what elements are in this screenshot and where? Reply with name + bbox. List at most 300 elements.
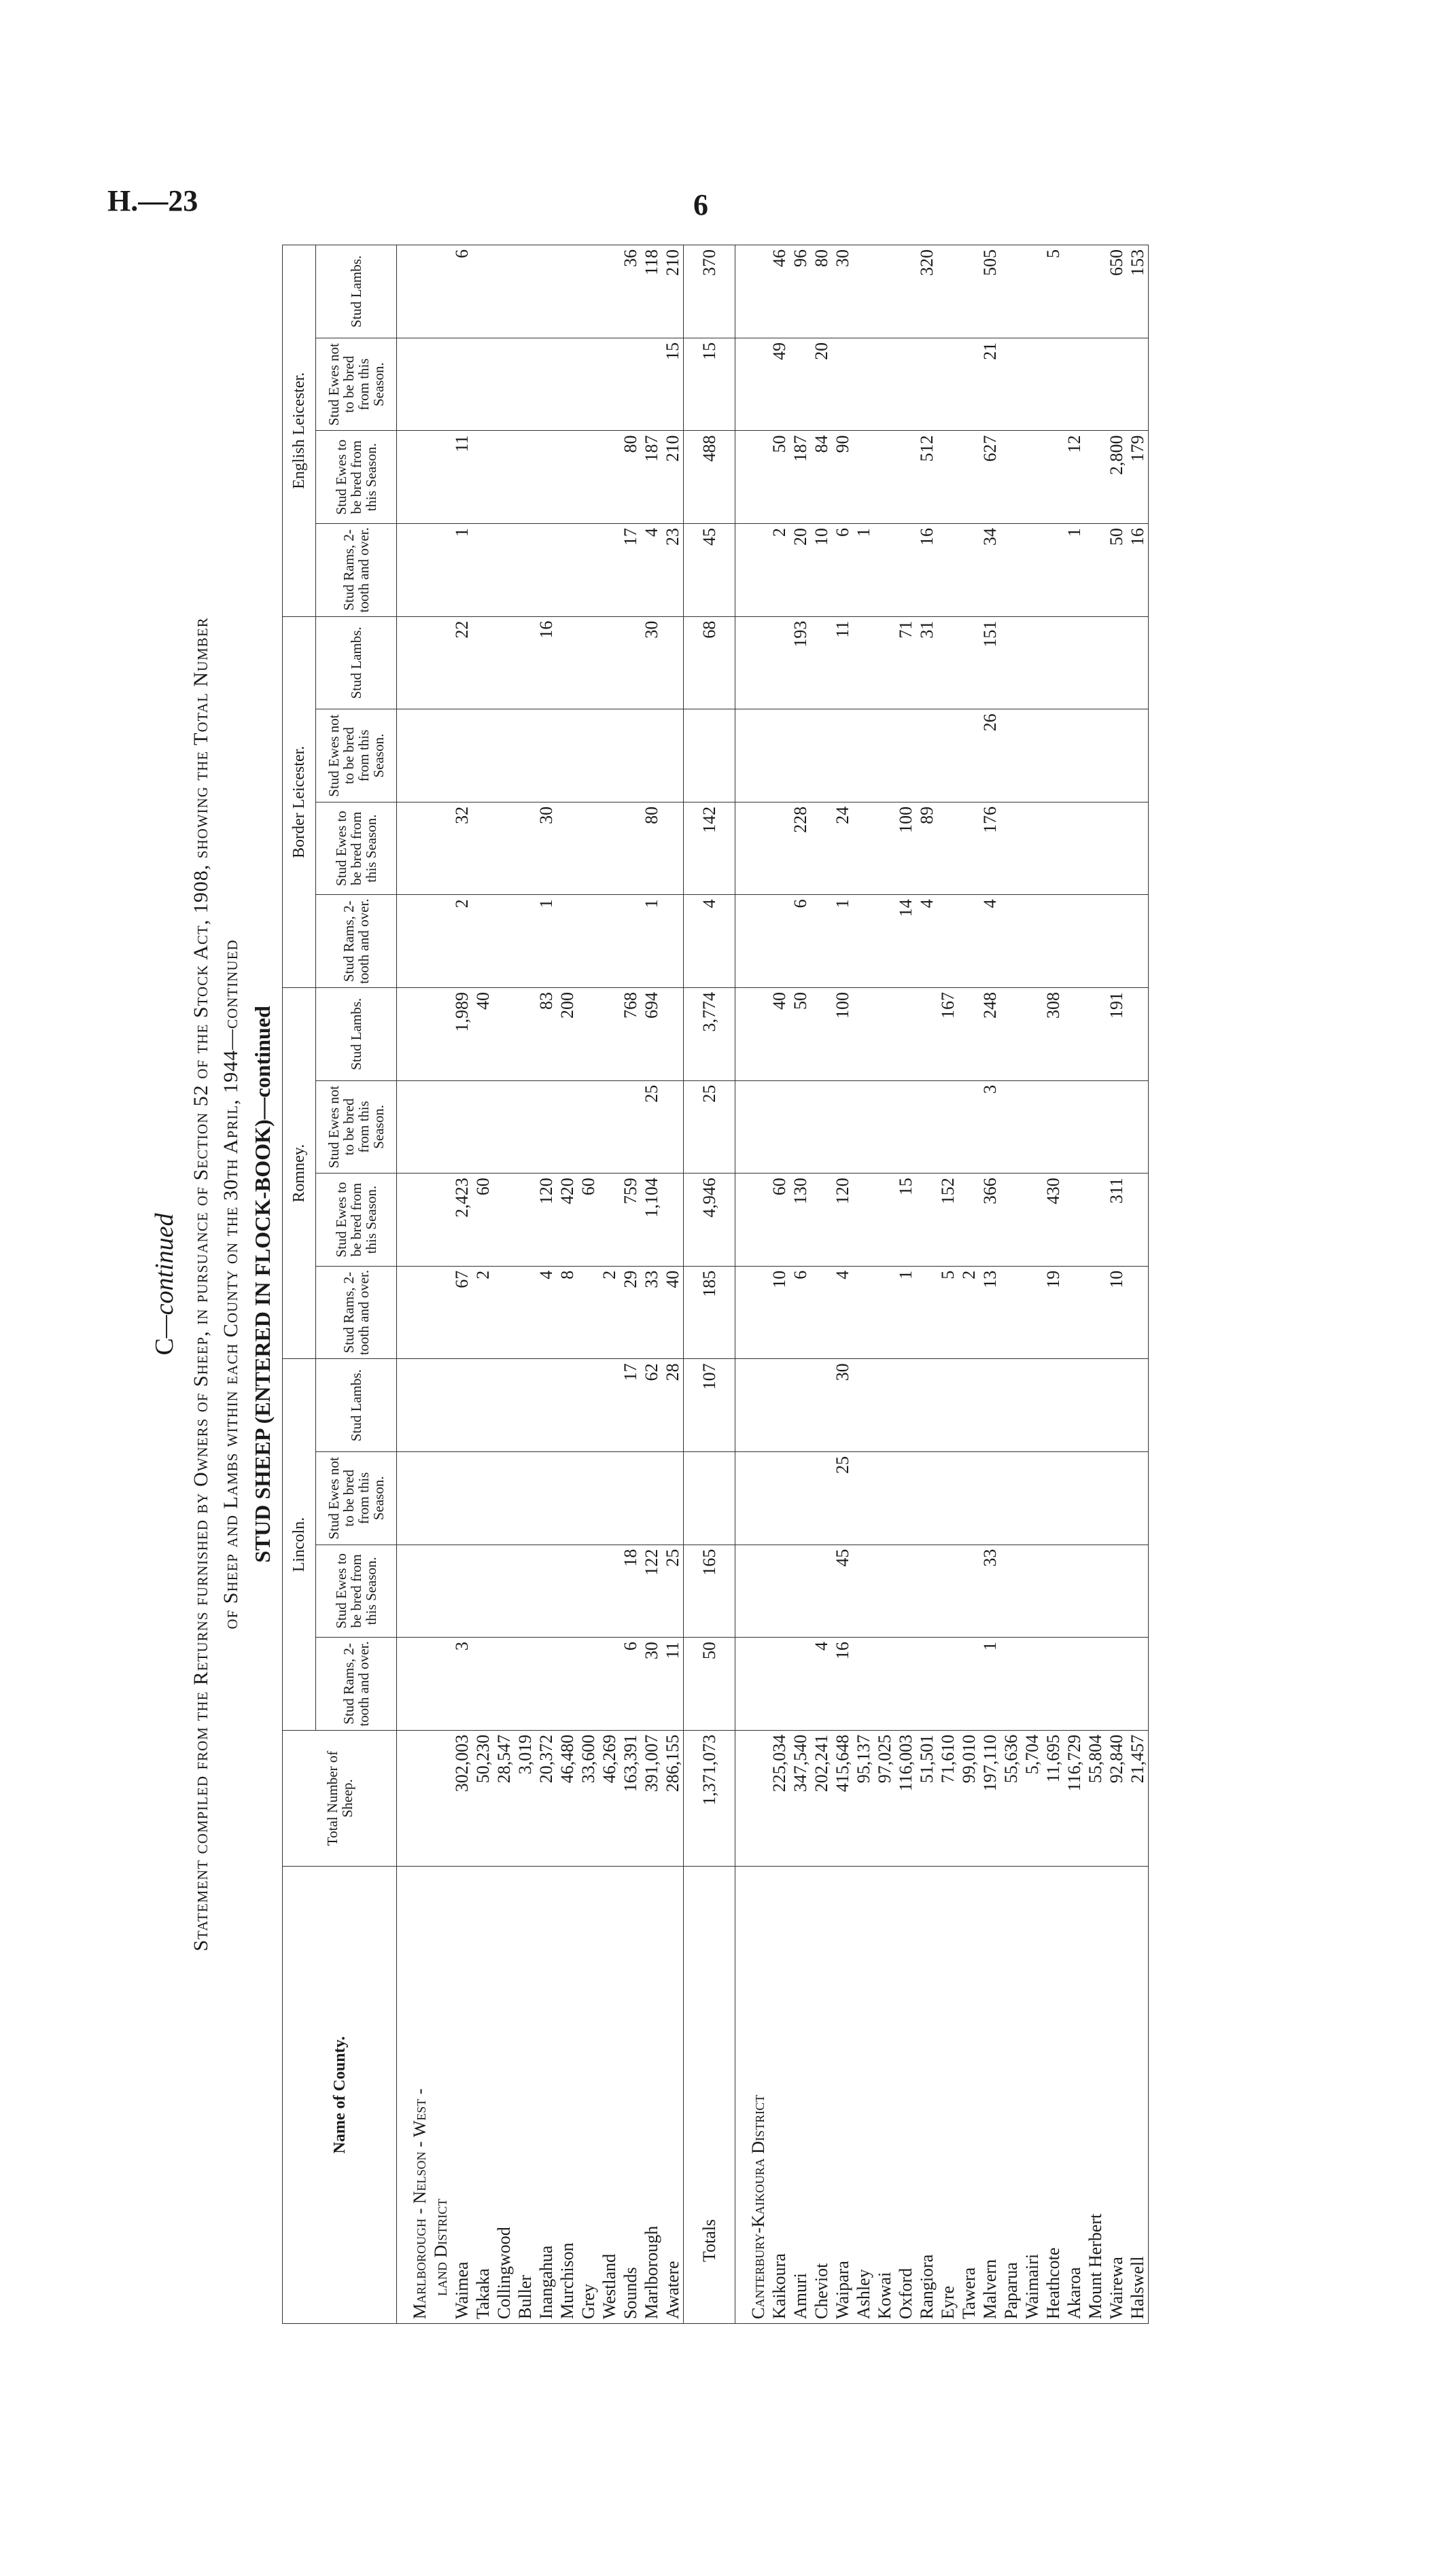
- table-row: [1106, 245, 1127, 2324]
- empty-cell: [735, 988, 769, 1081]
- stud-count-cell: [1022, 1359, 1043, 1452]
- totals-label: Totals: [684, 1867, 735, 2324]
- table-row: [895, 245, 916, 2324]
- stud-count-cell: [472, 338, 493, 431]
- empty-cell: [397, 245, 431, 338]
- stud-count-cell: [620, 1451, 641, 1545]
- stud-count-cell: [578, 1638, 599, 1731]
- total-sheep: 97,025: [874, 1730, 895, 1866]
- county-name: Sounds: [620, 1867, 641, 2324]
- stud-count-cell: [1127, 988, 1149, 1081]
- stud-count-cell: 768: [620, 988, 641, 1081]
- empty-cell: [735, 431, 769, 524]
- stud-count-cell: [874, 431, 895, 524]
- stud-count-cell: [515, 524, 536, 617]
- table-row: [853, 245, 874, 2324]
- stud-count-cell: 11: [662, 1638, 684, 1731]
- stud-count-cell: [853, 338, 874, 431]
- totals-stud-count: 3,774: [684, 988, 735, 1081]
- stud-count-cell: [557, 1545, 578, 1638]
- totals-stud-count: 15: [684, 338, 735, 431]
- stud-count-cell: [1043, 616, 1064, 709]
- stud-count-cell: 5: [937, 1266, 958, 1359]
- stud-count-cell: 16: [832, 1638, 853, 1731]
- stud-count-cell: [641, 1451, 662, 1545]
- stud-count-cell: [916, 1266, 937, 1359]
- stud-count-cell: 6: [790, 1266, 811, 1359]
- stud-count-cell: 80: [811, 245, 832, 338]
- table-row: [493, 245, 515, 2324]
- stud-count-cell: 6: [620, 1638, 641, 1731]
- stud-count-cell: [1127, 1638, 1149, 1731]
- stud-count-cell: [1085, 1359, 1106, 1452]
- subheader-border-3: Stud Lambs.: [316, 616, 397, 709]
- stud-count-cell: 179: [1127, 431, 1149, 524]
- totals-stud-count: 25: [684, 1080, 735, 1174]
- totals-total-sheep: 1,371,073: [684, 1730, 735, 1866]
- stud-count-cell: 21: [979, 338, 1000, 431]
- stud-count-cell: 34: [979, 524, 1000, 617]
- stud-count-cell: 19: [1043, 1266, 1064, 1359]
- stud-count-cell: 5: [1043, 245, 1064, 338]
- stud-count-cell: [874, 1359, 895, 1452]
- empty-cell: [430, 709, 451, 802]
- stud-count-cell: 62: [641, 1359, 662, 1452]
- stud-count-cell: [937, 1638, 958, 1731]
- empty-cell: [397, 802, 431, 895]
- stud-count-cell: 2: [769, 524, 790, 617]
- stud-count-cell: [853, 1266, 874, 1359]
- stud-count-cell: [515, 1359, 536, 1452]
- stud-count-cell: [472, 1545, 493, 1638]
- page-number: 6: [693, 188, 708, 222]
- stud-count-cell: [853, 1359, 874, 1452]
- stud-count-cell: 4: [536, 1266, 557, 1359]
- stud-count-cell: [515, 709, 536, 802]
- stud-count-cell: [769, 1638, 790, 1731]
- table-row: [874, 245, 895, 2324]
- stud-count-cell: [578, 895, 599, 988]
- stud-count-cell: [874, 1545, 895, 1638]
- stud-count-cell: [536, 709, 557, 802]
- table-row: [662, 245, 684, 2324]
- stud-count-cell: [853, 1080, 874, 1174]
- stud-count-cell: [493, 1359, 515, 1452]
- county-name: Amuri: [790, 1867, 811, 2324]
- stud-count-cell: [769, 1545, 790, 1638]
- stud-count-cell: [493, 1080, 515, 1174]
- empty-cell: [397, 1451, 431, 1545]
- stud-count-cell: [662, 802, 684, 895]
- stud-count-cell: 4: [832, 1266, 853, 1359]
- stud-count-cell: 71: [895, 616, 916, 709]
- stud-count-cell: 10: [811, 524, 832, 617]
- stud-count-cell: 26: [979, 709, 1000, 802]
- stud-count-cell: [599, 895, 620, 988]
- stud-count-cell: [578, 1359, 599, 1452]
- empty-cell: [430, 338, 451, 431]
- stud-count-cell: 100: [832, 988, 853, 1081]
- stud-count-cell: [1022, 1545, 1043, 1638]
- subheader-border-2: Stud Ewes not to be bred from this Season.: [316, 709, 397, 802]
- stud-count-cell: [1000, 709, 1022, 802]
- totals-stud-count: 185: [684, 1266, 735, 1359]
- stud-count-cell: 120: [832, 1174, 853, 1267]
- stud-count-cell: [1064, 1545, 1085, 1638]
- stud-count-cell: [937, 1080, 958, 1174]
- total-column-header: Total Number of Sheep.: [283, 1730, 397, 1866]
- county-name: Marlborough: [641, 1867, 662, 2324]
- stud-count-cell: [557, 1451, 578, 1545]
- stud-count-cell: [874, 802, 895, 895]
- empty-cell: [735, 1266, 769, 1359]
- stud-count-cell: [451, 709, 472, 802]
- stud-count-cell: 14: [895, 895, 916, 988]
- stud-count-cell: [811, 1266, 832, 1359]
- county-name: Waimairi: [1022, 1867, 1043, 2324]
- stud-count-cell: [916, 1545, 937, 1638]
- table-row: [937, 245, 958, 2324]
- stud-count-cell: [1106, 1451, 1127, 1545]
- stud-count-cell: [1064, 709, 1085, 802]
- stud-count-cell: [599, 616, 620, 709]
- stud-count-cell: [874, 709, 895, 802]
- empty-cell: [397, 338, 431, 431]
- empty-cell: [430, 1638, 451, 1731]
- stud-count-cell: [1085, 1451, 1106, 1545]
- stud-count-cell: [853, 1638, 874, 1731]
- stud-count-cell: [515, 988, 536, 1081]
- stud-count-cell: [620, 709, 641, 802]
- stud-count-cell: [662, 709, 684, 802]
- stud-count-cell: [1000, 616, 1022, 709]
- stud-count-cell: [1000, 524, 1022, 617]
- empty-cell: [735, 709, 769, 802]
- stud-count-cell: 40: [472, 988, 493, 1081]
- stud-count-cell: [769, 802, 790, 895]
- stud-count-cell: [874, 1266, 895, 1359]
- county-name: Murchison: [557, 1867, 578, 2324]
- stud-count-cell: [832, 1080, 853, 1174]
- stud-count-cell: [1000, 802, 1022, 895]
- county-name: Mount Herbert: [1085, 1867, 1106, 2324]
- stud-count-cell: [1000, 1451, 1022, 1545]
- stud-count-cell: [578, 802, 599, 895]
- stud-count-cell: [937, 709, 958, 802]
- stud-count-cell: 228: [790, 802, 811, 895]
- county-name: Awatere: [662, 1867, 684, 2324]
- stud-count-cell: [493, 1174, 515, 1267]
- stud-count-cell: [472, 1451, 493, 1545]
- stud-count-cell: [1022, 1174, 1043, 1267]
- stud-count-cell: [1000, 245, 1022, 338]
- stud-count-cell: 25: [641, 1080, 662, 1174]
- heading-block: [150, 245, 275, 2324]
- stud-count-cell: [536, 1451, 557, 1545]
- stud-count-cell: 4: [979, 895, 1000, 988]
- totals-stud-count: 488: [684, 431, 735, 524]
- stud-count-cell: [599, 709, 620, 802]
- stud-count-cell: [557, 616, 578, 709]
- stud-count-cell: [874, 1080, 895, 1174]
- stud-count-cell: 30: [641, 1638, 662, 1731]
- table-row: [1064, 245, 1085, 2324]
- stud-count-cell: [1064, 1174, 1085, 1267]
- empty-cell: [430, 245, 451, 338]
- stud-count-cell: [472, 895, 493, 988]
- stud-count-cell: 50: [1106, 524, 1127, 617]
- stud-count-cell: 3: [451, 1638, 472, 1731]
- county-name: Kaikoura: [769, 1867, 790, 2324]
- district-heading-row: [735, 245, 769, 2324]
- stud-count-cell: [578, 1080, 599, 1174]
- total-sheep: 28,547: [493, 1730, 515, 1866]
- stud-count-cell: 40: [769, 988, 790, 1081]
- stud-count-cell: 6: [790, 895, 811, 988]
- stud-count-cell: [1085, 1174, 1106, 1267]
- empty-cell: [397, 1545, 431, 1638]
- county-name: Kowai: [874, 1867, 895, 2324]
- stud-count-cell: [536, 524, 557, 617]
- stud-count-cell: 10: [769, 1266, 790, 1359]
- stud-count-cell: [1022, 895, 1043, 988]
- stud-count-cell: [1022, 431, 1043, 524]
- subheader-english-2: Stud Ewes not to be bred from this Season.: [316, 338, 397, 431]
- table-body: [397, 245, 1149, 2324]
- stud-count-cell: [557, 1359, 578, 1452]
- table-row: [472, 245, 493, 2324]
- stud-count-cell: [853, 709, 874, 802]
- stud-count-cell: [811, 802, 832, 895]
- stud-count-cell: [811, 1451, 832, 1545]
- county-name: Malvern: [979, 1867, 1000, 2324]
- empty-cell: [430, 1174, 451, 1267]
- stud-count-cell: [1085, 802, 1106, 895]
- empty-cell: [430, 1545, 451, 1638]
- county-name: Inangahua: [536, 1867, 557, 2324]
- stud-count-cell: [895, 709, 916, 802]
- total-sheep: 11,695: [1043, 1730, 1064, 1866]
- county-name: Ashley: [853, 1867, 874, 2324]
- stud-count-cell: [620, 895, 641, 988]
- table-row: [578, 245, 599, 2324]
- stud-count-cell: [620, 802, 641, 895]
- empty-cell: [397, 895, 431, 988]
- stud-count-cell: 17: [620, 1359, 641, 1452]
- county-name: Collingwood: [493, 1867, 515, 2324]
- stud-count-cell: [1106, 338, 1127, 431]
- stud-count-cell: [958, 1174, 979, 1267]
- stud-count-cell: [493, 709, 515, 802]
- stud-count-cell: [515, 616, 536, 709]
- total-sheep: 202,241: [811, 1730, 832, 1866]
- empty-cell: [397, 1080, 431, 1174]
- county-name: Halswell: [1127, 1867, 1149, 2324]
- stud-count-cell: [493, 616, 515, 709]
- stud-count-cell: 22: [451, 616, 472, 709]
- stud-count-cell: [937, 616, 958, 709]
- stud-count-cell: [536, 1638, 557, 1731]
- stud-count-cell: [620, 616, 641, 709]
- total-sheep: 92,840: [1106, 1730, 1127, 1866]
- stud-count-cell: 30: [832, 1359, 853, 1452]
- stud-count-cell: [599, 1451, 620, 1545]
- stud-count-cell: [1127, 338, 1149, 431]
- stud-count-cell: [853, 1545, 874, 1638]
- county-name: Eyre: [937, 1867, 958, 2324]
- stud-count-cell: [769, 1359, 790, 1452]
- stud-count-cell: [1085, 1266, 1106, 1359]
- total-sheep: 163,391: [620, 1730, 641, 1866]
- empty-cell: [735, 338, 769, 431]
- stud-count-cell: [536, 1080, 557, 1174]
- stud-count-cell: [599, 1638, 620, 1731]
- stud-count-cell: [1064, 1359, 1085, 1452]
- total-sheep: 391,007: [641, 1730, 662, 1866]
- stud-count-cell: [1064, 616, 1085, 709]
- county-name: Buller: [515, 1867, 536, 2324]
- stud-count-cell: 50: [769, 431, 790, 524]
- stud-count-cell: [599, 1359, 620, 1452]
- empty-cell: [735, 802, 769, 895]
- table-row: [811, 245, 832, 2324]
- stud-count-cell: [1085, 1638, 1106, 1731]
- stud-count-cell: [662, 988, 684, 1081]
- total-sheep: 46,269: [599, 1730, 620, 1866]
- stud-count-cell: 627: [979, 431, 1000, 524]
- stud-count-cell: [811, 1174, 832, 1267]
- stud-count-cell: 210: [662, 245, 684, 338]
- stud-count-cell: [472, 1638, 493, 1731]
- stud-count-cell: 4: [641, 524, 662, 617]
- stud-count-cell: 96: [790, 245, 811, 338]
- stud-count-cell: [536, 245, 557, 338]
- county-name: Rangiora: [916, 1867, 937, 2324]
- totals-stud-count: 165: [684, 1545, 735, 1638]
- stud-count-cell: [1043, 1451, 1064, 1545]
- stud-count-cell: [874, 1451, 895, 1545]
- stud-count-cell: [1000, 1545, 1022, 1638]
- total-sheep: 99,010: [958, 1730, 979, 1866]
- stud-count-cell: [1043, 802, 1064, 895]
- stud-count-cell: [958, 1080, 979, 1174]
- stud-count-cell: [536, 1359, 557, 1452]
- stud-count-cell: 152: [937, 1174, 958, 1267]
- stud-count-cell: [515, 1080, 536, 1174]
- stud-count-cell: [599, 1174, 620, 1267]
- stud-count-cell: [515, 895, 536, 988]
- stud-count-cell: [958, 709, 979, 802]
- stud-count-cell: 151: [979, 616, 1000, 709]
- stud-count-cell: [937, 245, 958, 338]
- total-sheep: 347,540: [790, 1730, 811, 1866]
- total-sheep: 302,003: [451, 1730, 472, 1866]
- county-name: Takaka: [472, 1867, 493, 2324]
- stud-count-cell: 50: [790, 988, 811, 1081]
- stud-count-cell: [472, 709, 493, 802]
- stud-count-cell: [790, 1545, 811, 1638]
- stud-count-cell: [515, 1451, 536, 1545]
- stud-count-cell: [832, 338, 853, 431]
- stud-count-cell: [916, 1174, 937, 1267]
- subheader-border-1: Stud Ewes to be bred from this Season.: [316, 802, 397, 895]
- county-name: Tawera: [958, 1867, 979, 2324]
- stud-count-cell: [1043, 1545, 1064, 1638]
- total-sheep: 95,137: [853, 1730, 874, 1866]
- stud-count-cell: [937, 431, 958, 524]
- stud-count-cell: [1085, 895, 1106, 988]
- stud-count-cell: [937, 1359, 958, 1452]
- totals-stud-count: 4: [684, 895, 735, 988]
- stud-count-cell: [1127, 895, 1149, 988]
- county-name: Grey: [578, 1867, 599, 2324]
- stud-count-cell: [451, 1451, 472, 1545]
- totals-stud-count: 50: [684, 1638, 735, 1731]
- stud-count-cell: [578, 616, 599, 709]
- stud-count-cell: [811, 709, 832, 802]
- empty-cell: [397, 1359, 431, 1452]
- stud-count-cell: 193: [790, 616, 811, 709]
- subheader-romney-3: Stud Lambs.: [316, 988, 397, 1081]
- stud-count-cell: [1000, 988, 1022, 1081]
- stud-count-cell: 320: [916, 245, 937, 338]
- totals-stud-count: 68: [684, 616, 735, 709]
- stud-count-cell: [895, 1080, 916, 1174]
- stud-count-cell: [937, 338, 958, 431]
- stud-count-cell: [1064, 245, 1085, 338]
- stud-count-cell: [1085, 988, 1106, 1081]
- stud-count-cell: [1064, 802, 1085, 895]
- empty-cell: [397, 988, 431, 1081]
- table-row: [641, 245, 662, 2324]
- stud-count-cell: [895, 338, 916, 431]
- stud-count-cell: [1000, 1266, 1022, 1359]
- stud-count-cell: [874, 524, 895, 617]
- empty-cell: [735, 1080, 769, 1174]
- stud-count-cell: 2: [472, 1266, 493, 1359]
- stud-count-cell: [1022, 1080, 1043, 1174]
- stud-count-cell: [937, 895, 958, 988]
- stud-count-cell: 650: [1106, 245, 1127, 338]
- stud-count-cell: [578, 245, 599, 338]
- stud-count-cell: 122: [641, 1545, 662, 1638]
- stud-count-cell: 210: [662, 431, 684, 524]
- stud-count-cell: 16: [916, 524, 937, 617]
- stud-count-cell: [895, 1359, 916, 1452]
- empty-cell: [430, 1359, 451, 1452]
- stud-count-cell: [1106, 616, 1127, 709]
- stud-count-cell: [472, 245, 493, 338]
- stud-count-cell: [790, 1359, 811, 1452]
- stud-count-cell: [557, 245, 578, 338]
- stud-count-cell: 18: [620, 1545, 641, 1638]
- stud-count-cell: [451, 338, 472, 431]
- stud-count-cell: 2: [599, 1266, 620, 1359]
- stud-count-cell: [811, 895, 832, 988]
- stud-count-cell: [1043, 524, 1064, 617]
- stud-count-cell: [578, 1266, 599, 1359]
- stud-count-cell: [790, 709, 811, 802]
- subheader-romney-1: Stud Ewes to be bred from this Season.: [316, 1174, 397, 1267]
- breed-header-romney: Romney.: [283, 988, 316, 1359]
- page-reference: H.—23: [107, 184, 198, 217]
- table-row: [1127, 245, 1149, 2324]
- stud-count-cell: [1022, 616, 1043, 709]
- stud-count-cell: 1,989: [451, 988, 472, 1081]
- stud-count-cell: [853, 1451, 874, 1545]
- stud-count-cell: [536, 431, 557, 524]
- stud-count-cell: 90: [832, 431, 853, 524]
